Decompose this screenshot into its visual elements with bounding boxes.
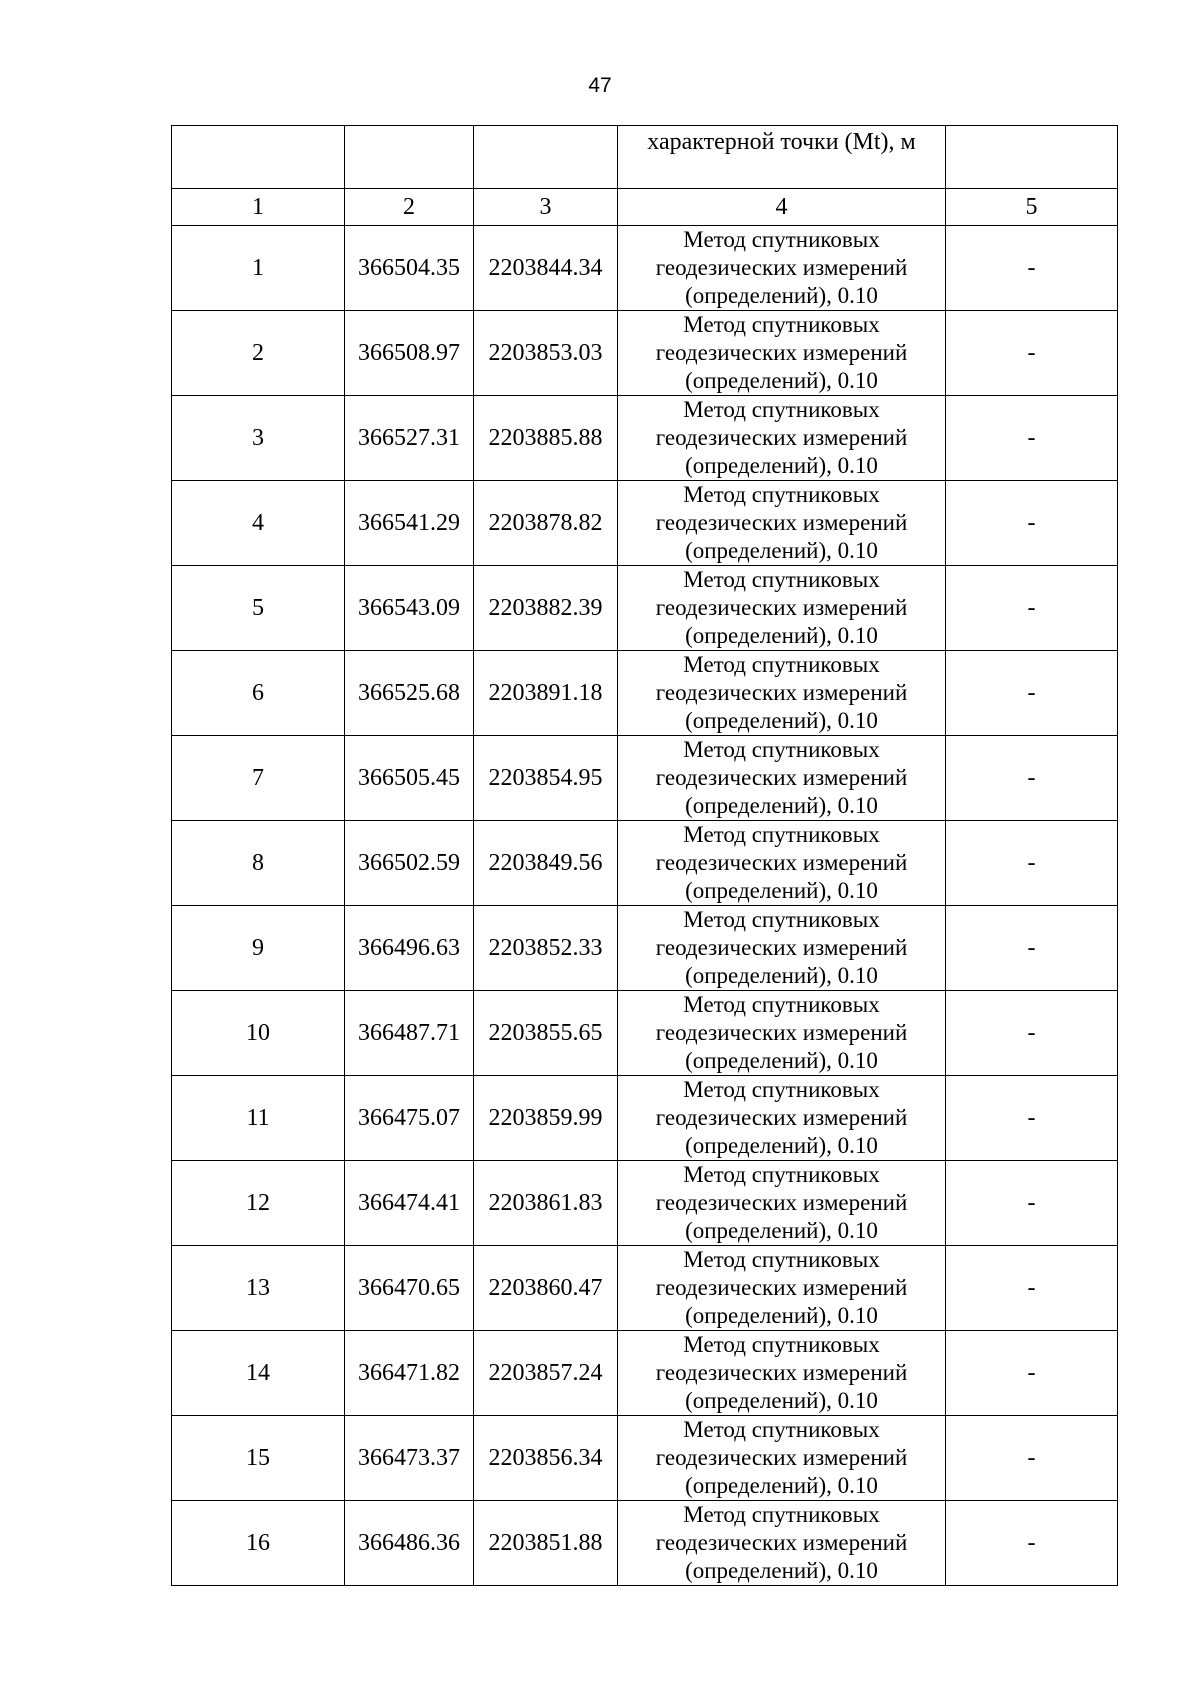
- method-line: (определений), 0.10: [685, 793, 878, 818]
- method-cell: [618, 1161, 946, 1246]
- note-cell: -: [946, 566, 1118, 651]
- method-line: Метод спутниковых: [683, 822, 880, 847]
- method-line: (определений), 0.10: [685, 623, 878, 648]
- method-cell: [618, 566, 946, 651]
- method-line: геодезических измерений: [655, 510, 908, 535]
- note-cell: -: [946, 1331, 1118, 1416]
- note-cell: -: [946, 1076, 1118, 1161]
- y-coordinate-cell: 2203859.99: [474, 1076, 618, 1161]
- method-line: (определений), 0.10: [685, 1303, 878, 1328]
- y-coordinate-cell: 2203853.03: [474, 311, 618, 396]
- method-line: геодезических измерений: [655, 1275, 908, 1300]
- note-cell: -: [946, 651, 1118, 736]
- method-line: геодезических измерений: [655, 1360, 908, 1385]
- header-cell-5: [946, 126, 1118, 189]
- method-cell: [618, 311, 946, 396]
- table-row: [172, 311, 1118, 396]
- method-cell: [618, 481, 946, 566]
- y-coordinate-cell: 2203882.39: [474, 566, 618, 651]
- method-line: Метод спутниковых: [683, 482, 880, 507]
- method-cell: [618, 396, 946, 481]
- method-cell: [618, 651, 946, 736]
- method-line: (определений), 0.10: [685, 538, 878, 563]
- table-row: [172, 1076, 1118, 1161]
- y-coordinate-cell: 2203860.47: [474, 1246, 618, 1331]
- column-index-4: 4: [618, 189, 946, 226]
- table-row: [172, 1331, 1118, 1416]
- method-line: Метод спутниковых: [683, 1247, 880, 1272]
- method-line: геодезических измерений: [655, 255, 908, 280]
- method-cell: [618, 226, 946, 311]
- header-continuation-row: [172, 126, 1118, 189]
- method-line: Метод спутниковых: [683, 227, 880, 252]
- method-line: Метод спутниковых: [683, 1417, 880, 1442]
- point-number-cell: 6: [172, 651, 345, 736]
- header-cell-3: [474, 126, 618, 189]
- coordinates-table: [171, 125, 1118, 1586]
- x-coordinate-cell: 366504.35: [345, 226, 474, 311]
- method-line: (определений), 0.10: [685, 283, 878, 308]
- point-number-cell: 2: [172, 311, 345, 396]
- method-cell: [618, 736, 946, 821]
- method-line: (определений), 0.10: [685, 1218, 878, 1243]
- table-row: [172, 651, 1118, 736]
- note-cell: -: [946, 1246, 1118, 1331]
- point-number-cell: 9: [172, 906, 345, 991]
- x-coordinate-cell: 366474.41: [345, 1161, 474, 1246]
- method-line: геодезических измерений: [655, 1190, 908, 1215]
- method-cell: [618, 1076, 946, 1161]
- method-line: (определений), 0.10: [685, 1133, 878, 1158]
- method-line: Метод спутниковых: [683, 397, 880, 422]
- method-line: (определений), 0.10: [685, 878, 878, 903]
- method-line: геодезических измерений: [655, 935, 908, 960]
- method-line: (определений), 0.10: [685, 1048, 878, 1073]
- method-cell: [618, 906, 946, 991]
- column-index-row: [172, 189, 1118, 226]
- method-line: (определений), 0.10: [685, 1473, 878, 1498]
- method-line: (определений), 0.10: [685, 1558, 878, 1583]
- method-line: Метод спутниковых: [683, 992, 880, 1017]
- y-coordinate-cell: 2203855.65: [474, 991, 618, 1076]
- method-line: геодезических измерений: [655, 595, 908, 620]
- table-row: [172, 1501, 1118, 1586]
- note-cell: -: [946, 1161, 1118, 1246]
- table-row: [172, 226, 1118, 311]
- method-line: Метод спутниковых: [683, 652, 880, 677]
- y-coordinate-cell: 2203849.56: [474, 821, 618, 906]
- x-coordinate-cell: 366487.71: [345, 991, 474, 1076]
- method-line: Метод спутниковых: [683, 737, 880, 762]
- point-number-cell: 3: [172, 396, 345, 481]
- table-row: [172, 1246, 1118, 1331]
- table-row: [172, 396, 1118, 481]
- point-number-cell: 12: [172, 1161, 345, 1246]
- point-number-cell: 10: [172, 991, 345, 1076]
- method-line: Метод спутниковых: [683, 567, 880, 592]
- table-row: [172, 481, 1118, 566]
- x-coordinate-cell: 366496.63: [345, 906, 474, 991]
- x-coordinate-cell: 366502.59: [345, 821, 474, 906]
- point-number-cell: 5: [172, 566, 345, 651]
- method-line: Метод спутниковых: [683, 1077, 880, 1102]
- method-line: геодезических измерений: [655, 850, 908, 875]
- y-coordinate-cell: 2203878.82: [474, 481, 618, 566]
- method-line: Метод спутниковых: [683, 907, 880, 932]
- y-coordinate-cell: 2203857.24: [474, 1331, 618, 1416]
- point-number-cell: 4: [172, 481, 345, 566]
- method-line: Метод спутниковых: [683, 1162, 880, 1187]
- y-coordinate-cell: 2203856.34: [474, 1416, 618, 1501]
- method-cell: [618, 991, 946, 1076]
- note-cell: -: [946, 1416, 1118, 1501]
- method-line: геодезических измерений: [655, 680, 908, 705]
- x-coordinate-cell: 366475.07: [345, 1076, 474, 1161]
- y-coordinate-cell: 2203852.33: [474, 906, 618, 991]
- method-line: (определений), 0.10: [685, 963, 878, 988]
- y-coordinate-cell: 2203844.34: [474, 226, 618, 311]
- x-coordinate-cell: 366527.31: [345, 396, 474, 481]
- x-coordinate-cell: 366525.68: [345, 651, 474, 736]
- column-index-2: 2: [345, 189, 474, 226]
- x-coordinate-cell: 366541.29: [345, 481, 474, 566]
- x-coordinate-cell: 366470.65: [345, 1246, 474, 1331]
- point-number-cell: 7: [172, 736, 345, 821]
- point-number-cell: 11: [172, 1076, 345, 1161]
- x-coordinate-cell: 366486.36: [345, 1501, 474, 1586]
- method-cell: [618, 821, 946, 906]
- table-row: [172, 736, 1118, 821]
- y-coordinate-cell: 2203854.95: [474, 736, 618, 821]
- note-cell: -: [946, 481, 1118, 566]
- point-number-cell: 16: [172, 1501, 345, 1586]
- method-line: геодезических измерений: [655, 1445, 908, 1470]
- method-cell: [618, 1501, 946, 1586]
- header-cell-1: [172, 126, 345, 189]
- x-coordinate-cell: 366508.97: [345, 311, 474, 396]
- header-cell-4: характерной точки (Mt), м: [618, 126, 946, 189]
- method-line: Метод спутниковых: [683, 1332, 880, 1357]
- method-line: геодезических измерений: [655, 1105, 908, 1130]
- method-line: (определений), 0.10: [685, 453, 878, 478]
- table-row: [172, 566, 1118, 651]
- table-row: [172, 1416, 1118, 1501]
- y-coordinate-cell: 2203885.88: [474, 396, 618, 481]
- note-cell: -: [946, 906, 1118, 991]
- column-index-5: 5: [946, 189, 1118, 226]
- method-cell: [618, 1331, 946, 1416]
- note-cell: -: [946, 396, 1118, 481]
- method-line: геодезических измерений: [655, 1020, 908, 1045]
- y-coordinate-cell: 2203861.83: [474, 1161, 618, 1246]
- method-cell: [618, 1246, 946, 1331]
- table-row: [172, 1161, 1118, 1246]
- page-number: 47: [588, 74, 612, 97]
- table-row: [172, 991, 1118, 1076]
- x-coordinate-cell: 366473.37: [345, 1416, 474, 1501]
- method-line: (определений), 0.10: [685, 708, 878, 733]
- point-number-cell: 8: [172, 821, 345, 906]
- x-coordinate-cell: 366543.09: [345, 566, 474, 651]
- column-index-3: 3: [474, 189, 618, 226]
- point-number-cell: 15: [172, 1416, 345, 1501]
- method-line: геодезических измерений: [655, 340, 908, 365]
- method-line: геодезических измерений: [655, 425, 908, 450]
- method-line: Метод спутниковых: [683, 1502, 880, 1527]
- note-cell: -: [946, 226, 1118, 311]
- point-number-cell: 14: [172, 1331, 345, 1416]
- point-number-cell: 1: [172, 226, 345, 311]
- note-cell: -: [946, 821, 1118, 906]
- method-line: (определений), 0.10: [685, 368, 878, 393]
- table-row: [172, 906, 1118, 991]
- note-cell: -: [946, 991, 1118, 1076]
- method-line: геодезических измерений: [655, 1530, 908, 1555]
- method-line: геодезических измерений: [655, 765, 908, 790]
- note-cell: -: [946, 311, 1118, 396]
- header-cell-2: [345, 126, 474, 189]
- method-line: Метод спутниковых: [683, 312, 880, 337]
- x-coordinate-cell: 366471.82: [345, 1331, 474, 1416]
- method-cell: [618, 1416, 946, 1501]
- x-coordinate-cell: 366505.45: [345, 736, 474, 821]
- y-coordinate-cell: 2203851.88: [474, 1501, 618, 1586]
- note-cell: -: [946, 736, 1118, 821]
- note-cell: -: [946, 1501, 1118, 1586]
- y-coordinate-cell: 2203891.18: [474, 651, 618, 736]
- method-line: (определений), 0.10: [685, 1388, 878, 1413]
- table-row: [172, 821, 1118, 906]
- point-number-cell: 13: [172, 1246, 345, 1331]
- column-index-1: 1: [172, 189, 345, 226]
